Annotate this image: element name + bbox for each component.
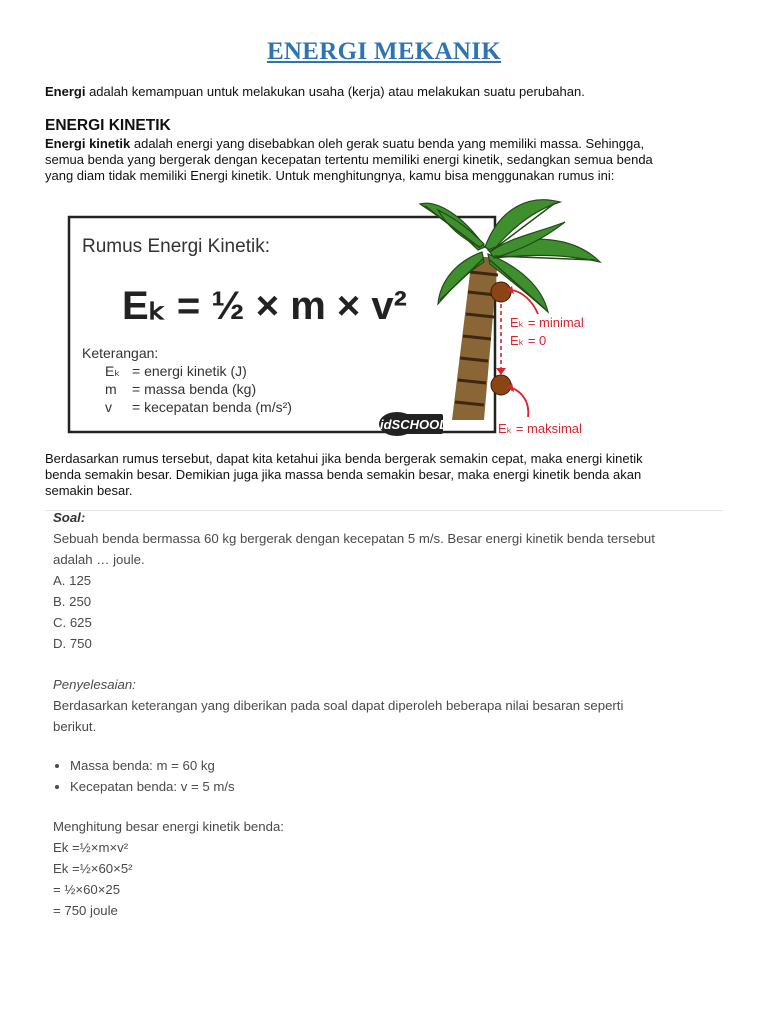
legend-desc-v: = kecepatan benda (m/s²) — [132, 399, 292, 415]
list-item: • Massa benda: m = 60 kg — [70, 755, 723, 776]
soal-label: Soal: — [53, 510, 86, 525]
calculation-block — [53, 816, 723, 921]
option-c: C. 625 — [53, 615, 92, 630]
idschool-logo — [379, 412, 447, 436]
arrow-to-bottom-coconut — [512, 388, 528, 417]
kinetic-energy-figure — [60, 192, 620, 442]
penyelesaian-line-2: berikut. — [53, 719, 97, 734]
steps-intro: Menghitung besar energi kinetik benda: — [53, 819, 284, 834]
after-line-3: semakin besar. — [45, 482, 133, 498]
after-line-1: Berdasarkan rumus tersebut, dapat kita ketahui jika benda bergerak semakin cepat, maka energi kinetik — [45, 451, 643, 466]
soal-line-2: adalah … joule. — [53, 552, 145, 567]
given-values-list — [53, 755, 723, 797]
legend-desc-m: = massa benda (kg) — [132, 381, 257, 397]
legend-desc-ek: = energi kinetik (J) — [132, 363, 247, 379]
kinetik-bold-term: Energi kinetik — [45, 136, 131, 151]
figure-heading: Rumus Energi Kinetik: — [82, 236, 270, 257]
after-paragraph — [45, 451, 735, 498]
kinetik-line-1: adalah energi yang disebabkan oleh gerak suatu benda yang memiliki massa. Sehingga, — [130, 136, 645, 151]
option-a: A. 125 — [53, 573, 92, 588]
figure-keterangan: Keterangan: — [82, 345, 159, 361]
legend-sym-m: m — [105, 381, 117, 397]
label-ek-zero: Eₖ = 0 — [510, 333, 547, 348]
fall-arrow-head — [496, 368, 506, 375]
kinetik-paragraph — [45, 136, 735, 183]
kinetik-line-3: yang diam tidak memiliki Energi kinetik. Untuk menghitungnya, kamu bisa menggunakan rumus ini: — [45, 167, 615, 183]
penyelesaian-block — [53, 674, 723, 737]
idschool-logo-text: idSCHOOL — [380, 417, 448, 432]
penyelesaian-line-1: Berdasarkan keterangan yang diberikan pada soal dapat diperoleh beberapa nilai besaran seperti — [53, 698, 624, 713]
penyelesaian-label: Penyelesaian: — [53, 677, 136, 692]
option-d: D. 750 — [53, 636, 92, 651]
intro-paragraph — [45, 84, 735, 100]
intro-bold-term: Energi — [45, 84, 86, 99]
intro-text: adalah kemampuan untuk melakukan usaha (kerja) atau melakukan suatu perubahan. — [85, 84, 585, 99]
coconut-bottom-icon — [491, 375, 511, 395]
coconut-top-icon — [491, 282, 511, 302]
soal-line-1: Sebuah benda bermassa 60 kg bergerak dengan kecepatan 5 m/s. Besar energi kinetik benda tersebut — [53, 531, 655, 546]
legend-sym-ek: Eₖ — [105, 363, 121, 379]
label-ek-maksimal: Eₖ = maksimal — [498, 421, 582, 436]
section-heading: ENERGI KINETIK — [45, 117, 171, 134]
step-2: Ek =½×60×5² — [53, 861, 133, 876]
legend-sym-v: v — [105, 399, 112, 415]
page-title: ENERGI MEKANIK — [266, 38, 502, 65]
kinetik-line-2: semua benda yang bergerak dengan kecepatan tertentu memiliki energi kinetik, sedangkan semua benda — [45, 151, 653, 167]
option-b: B. 250 — [53, 594, 92, 609]
step-4: = 750 joule — [53, 903, 118, 918]
figure-formula: Eₖ = ½ × m × v² — [122, 284, 407, 328]
list-item: • Kecepatan benda: v = 5 m/s — [70, 776, 723, 797]
soal-block — [53, 507, 723, 654]
after-line-2: benda semakin besar. Demikian juga jika massa benda semakin besar, maka energi kinetik benda akan — [45, 466, 642, 482]
step-1: Ek =½×m×v² — [53, 840, 129, 855]
step-3: = ½×60×25 — [53, 882, 121, 897]
label-ek-minimal: Eₖ = minimal — [510, 315, 584, 330]
